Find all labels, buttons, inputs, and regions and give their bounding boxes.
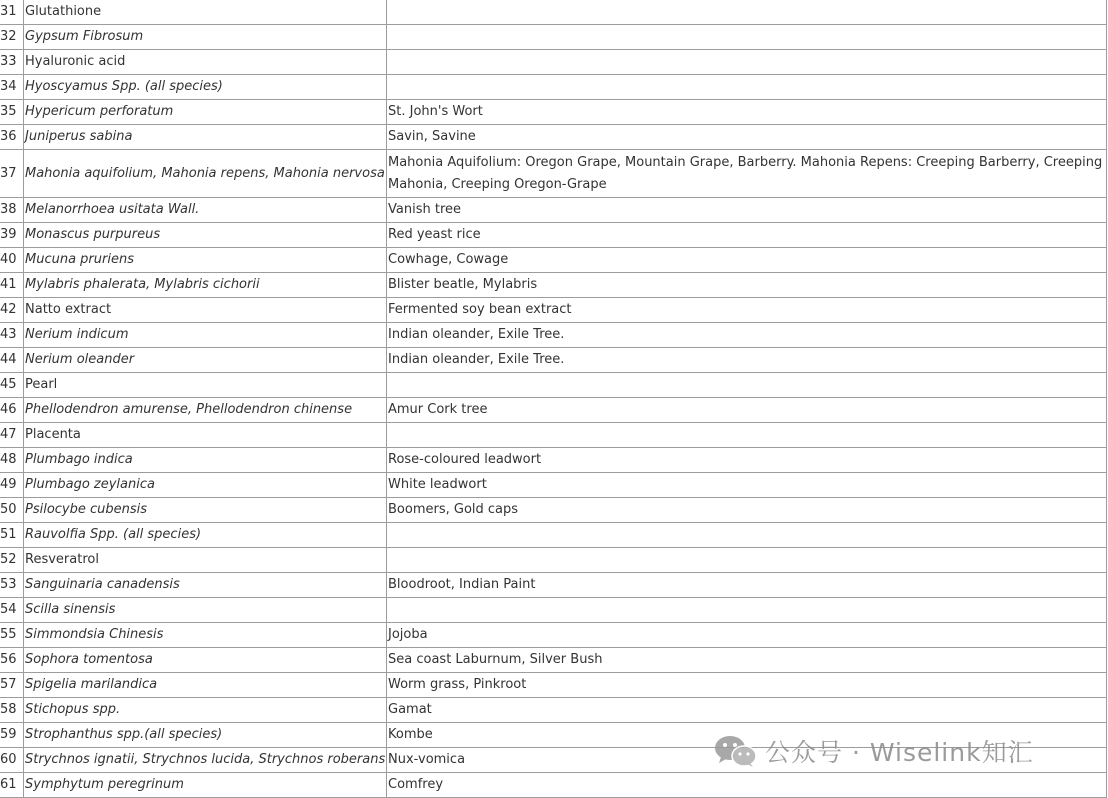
- common-name: [387, 548, 1107, 573]
- table-row: [0, 723, 1107, 748]
- row-number: 59: [0, 723, 24, 748]
- row-number: 61: [0, 773, 24, 798]
- row-number: 46: [0, 398, 24, 423]
- table-row: [0, 673, 1107, 698]
- common-name: [387, 0, 1107, 25]
- table-row: [0, 373, 1107, 398]
- common-name: [387, 25, 1107, 50]
- row-number: 45: [0, 373, 24, 398]
- ingredient-name: Mucuna pruriens: [24, 248, 387, 273]
- table-row: [0, 150, 1107, 198]
- ingredient-name: Monascus purpureus: [24, 223, 387, 248]
- common-name: Boomers, Gold caps: [387, 498, 1107, 523]
- common-name: Mahonia Aquifolium: Oregon Grape, Mountain Grape, Barberry. Mahonia Repens: Creeping Barberry, Creeping Mahonia, Creeping Oregon-Grape: [387, 150, 1107, 198]
- table-row: [0, 0, 1107, 25]
- table-row: [0, 473, 1107, 498]
- ingredient-name: Nerium indicum: [24, 323, 387, 348]
- table-row: [0, 100, 1107, 125]
- row-number: 41: [0, 273, 24, 298]
- row-number: 37: [0, 150, 24, 198]
- table-row: [0, 248, 1107, 273]
- row-number: 50: [0, 498, 24, 523]
- table-row: [0, 25, 1107, 50]
- common-name: Fermented soy bean extract: [387, 298, 1107, 323]
- row-number: 35: [0, 100, 24, 125]
- row-number: 56: [0, 648, 24, 673]
- ingredient-name: Strophanthus spp.(all species): [24, 723, 387, 748]
- table-row: [0, 498, 1107, 523]
- common-name: St. John's Wort: [387, 100, 1107, 125]
- ingredient-name: Sophora tomentosa: [24, 648, 387, 673]
- ingredient-name: Rauvolfia Spp. (all species): [24, 523, 387, 548]
- table-row: [0, 223, 1107, 248]
- ingredient-name: Plumbago indica: [24, 448, 387, 473]
- table-row: [0, 348, 1107, 373]
- table-row: [0, 598, 1107, 623]
- common-name: Red yeast rice: [387, 223, 1107, 248]
- ingredient-name: Psilocybe cubensis: [24, 498, 387, 523]
- row-number: 38: [0, 198, 24, 223]
- row-number: 36: [0, 125, 24, 150]
- table-row: [0, 773, 1107, 798]
- row-number: 49: [0, 473, 24, 498]
- common-name: Gamat: [387, 698, 1107, 723]
- table-row: [0, 648, 1107, 673]
- common-name: [387, 598, 1107, 623]
- ingredient-name: Stichopus spp.: [24, 698, 387, 723]
- ingredient-name: Mahonia aquifolium, Mahonia repens, Mahonia nervosa: [24, 150, 387, 198]
- common-name: [387, 523, 1107, 548]
- table-row: [0, 448, 1107, 473]
- row-number: 57: [0, 673, 24, 698]
- common-name: White leadwort: [387, 473, 1107, 498]
- ingredient-name: Spigelia marilandica: [24, 673, 387, 698]
- table-row: [0, 298, 1107, 323]
- row-number: 34: [0, 75, 24, 100]
- ingredient-name: Mylabris phalerata, Mylabris cichorii: [24, 273, 387, 298]
- ingredient-name: Melanorrhoea usitata Wall.: [24, 198, 387, 223]
- common-name: Kombe: [387, 723, 1107, 748]
- table-row: [0, 75, 1107, 100]
- table-row: [0, 573, 1107, 598]
- table-row: [0, 323, 1107, 348]
- ingredient-name: Pearl: [24, 373, 387, 398]
- table-row: [0, 273, 1107, 298]
- row-number: 31: [0, 0, 24, 25]
- row-number: 54: [0, 598, 24, 623]
- row-number: 40: [0, 248, 24, 273]
- row-number: 55: [0, 623, 24, 648]
- common-name: Jojoba: [387, 623, 1107, 648]
- ingredient-name: Symphytum peregrinum: [24, 773, 387, 798]
- ingredient-name: Phellodendron amurense, Phellodendron chinense: [24, 398, 387, 423]
- ingredient-name: Hypericum perforatum: [24, 100, 387, 125]
- table-row: [0, 523, 1107, 548]
- row-number: 52: [0, 548, 24, 573]
- common-name: Rose-coloured leadwort: [387, 448, 1107, 473]
- row-number: 51: [0, 523, 24, 548]
- ingredient-name: Hyaluronic acid: [24, 50, 387, 75]
- ingredient-name: Plumbago zeylanica: [24, 473, 387, 498]
- common-name: [387, 50, 1107, 75]
- common-name: [387, 75, 1107, 100]
- common-name: [387, 373, 1107, 398]
- row-number: 53: [0, 573, 24, 598]
- common-name: Indian oleander, Exile Tree.: [387, 323, 1107, 348]
- ingredient-name: Glutathione: [24, 0, 387, 25]
- row-number: 42: [0, 298, 24, 323]
- row-number: 43: [0, 323, 24, 348]
- ingredient-name: Hyoscyamus Spp. (all species): [24, 75, 387, 100]
- row-number: 33: [0, 50, 24, 75]
- row-number: 58: [0, 698, 24, 723]
- table-row: [0, 548, 1107, 573]
- row-number: 48: [0, 448, 24, 473]
- table-row: [0, 623, 1107, 648]
- table-row: [0, 698, 1107, 723]
- table-row: [0, 125, 1107, 150]
- ingredient-name: Resveratrol: [24, 548, 387, 573]
- common-name: Cowhage, Cowage: [387, 248, 1107, 273]
- ingredient-name: Scilla sinensis: [24, 598, 387, 623]
- ingredient-name: Simmondsia Chinesis: [24, 623, 387, 648]
- row-number: 47: [0, 423, 24, 448]
- common-name: Comfrey: [387, 773, 1107, 798]
- common-name: Blister beatle, Mylabris: [387, 273, 1107, 298]
- table-row: [0, 50, 1107, 75]
- row-number: 44: [0, 348, 24, 373]
- row-number: 32: [0, 25, 24, 50]
- common-name: Amur Cork tree: [387, 398, 1107, 423]
- table-row: [0, 748, 1107, 773]
- table-row: [0, 198, 1107, 223]
- row-number: 60: [0, 748, 24, 773]
- ingredient-name: Strychnos ignatii, Strychnos lucida, Strychnos roberans: [24, 748, 387, 773]
- ingredient-name: Sanguinaria canadensis: [24, 573, 387, 598]
- common-name: Indian oleander, Exile Tree.: [387, 348, 1107, 373]
- ingredient-name: Placenta: [24, 423, 387, 448]
- row-number: 39: [0, 223, 24, 248]
- ingredient-name: Gypsum Fibrosum: [24, 25, 387, 50]
- table-row: [0, 398, 1107, 423]
- common-name: Sea coast Laburnum, Silver Bush: [387, 648, 1107, 673]
- common-name: Vanish tree: [387, 198, 1107, 223]
- common-name: [387, 423, 1107, 448]
- ingredient-name: Juniperus sabina: [24, 125, 387, 150]
- table-row: [0, 423, 1107, 448]
- watermark-text: 公众号 · Wiselink知汇: [765, 738, 1034, 767]
- common-name: Nux-vomica: [387, 748, 1107, 773]
- common-name: Bloodroot, Indian Paint: [387, 573, 1107, 598]
- common-name: Worm grass, Pinkroot: [387, 673, 1107, 698]
- ingredient-name: Natto extract: [24, 298, 387, 323]
- ingredient-name: Nerium oleander: [24, 348, 387, 373]
- common-name: Savin, Savine: [387, 125, 1107, 150]
